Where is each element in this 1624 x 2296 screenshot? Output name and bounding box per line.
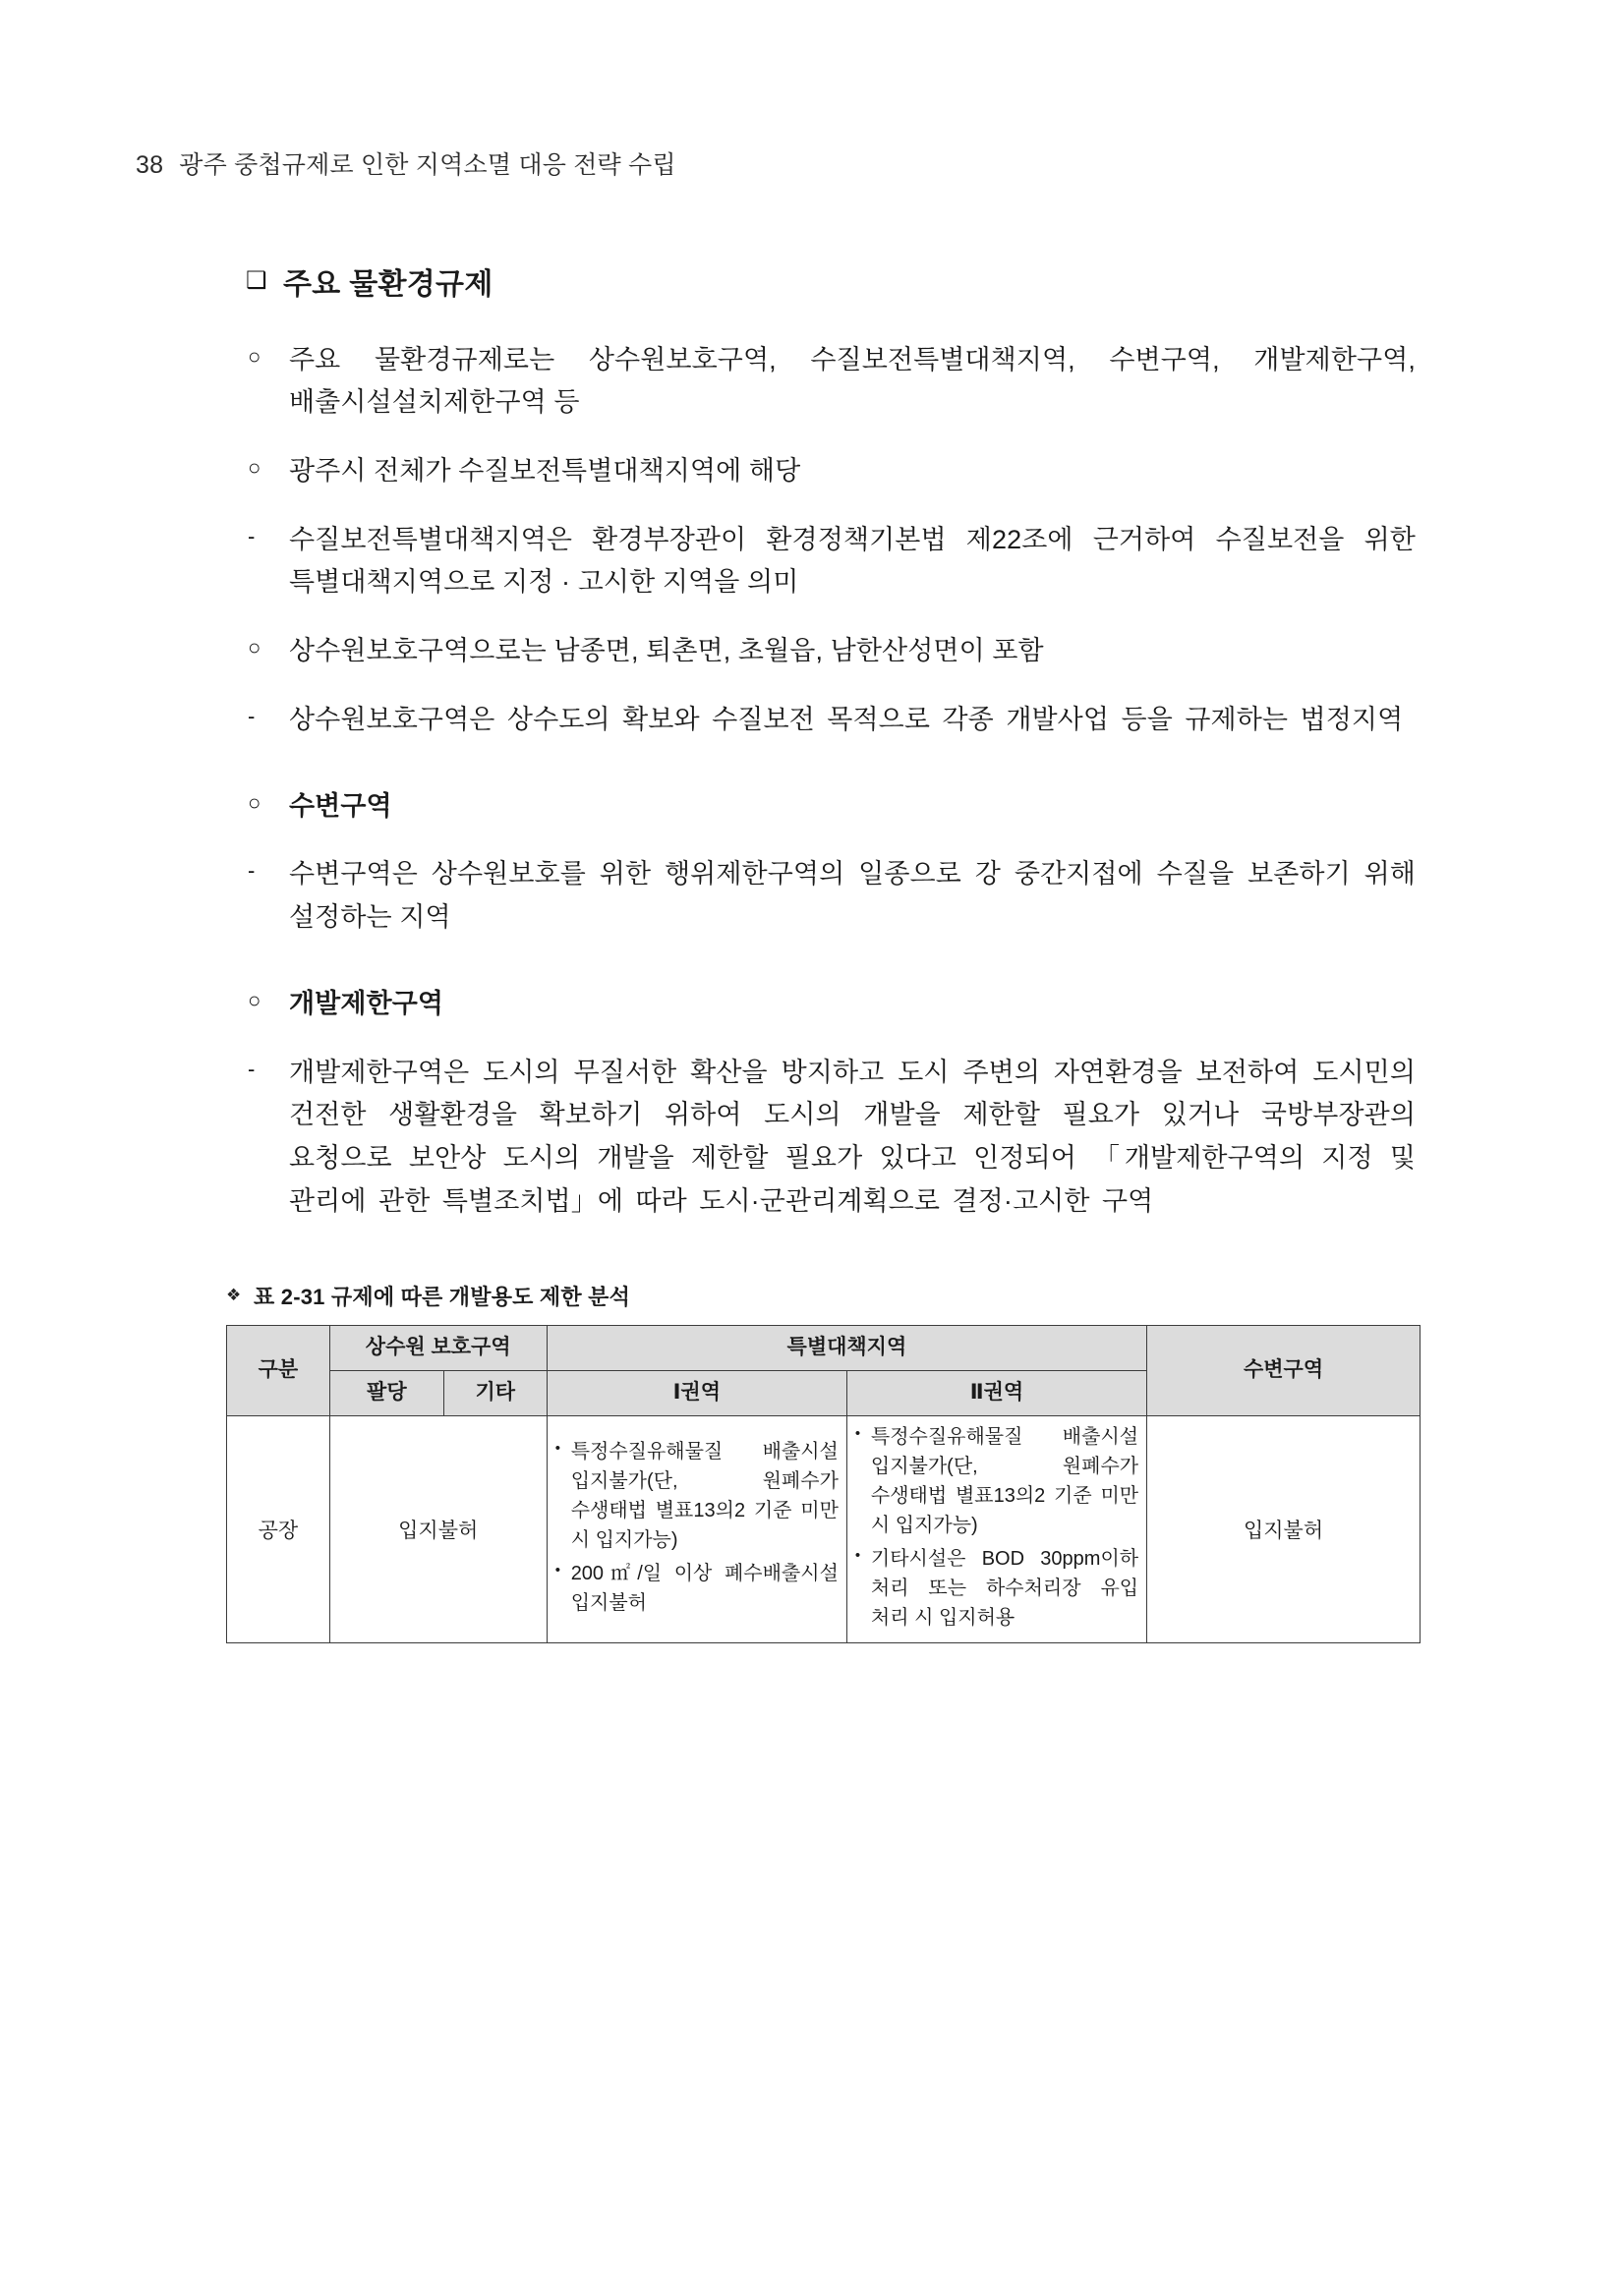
cell-list-item-text: 기타시설은 BOD 30ppm이하 처리 또는 하수처리장 유입 처리 시 입지허용	[870, 1547, 1139, 1629]
cell-list-item	[555, 1437, 839, 1555]
dash-bullet-icon: -	[248, 703, 256, 728]
list-item-text: 수질보전특별대책지역은 환경부장관이 환경정책기본법 제22조에 근거하여 수질보전을 위한 특별대책지역으로 지정 · 고시한 지역을 의미	[289, 524, 1416, 598]
development-restriction-table	[226, 1325, 1421, 1643]
cell-list-item	[555, 1559, 839, 1618]
list-item	[246, 785, 1416, 829]
page-number: 38	[136, 151, 164, 179]
circle-bullet-icon: ○	[248, 454, 261, 480]
table-caption	[226, 1281, 1416, 1311]
dot-bullet-icon: •	[854, 1424, 861, 1442]
cell-area1	[547, 1415, 846, 1642]
dot-bullet-icon: •	[554, 1439, 560, 1457]
circle-bullet-icon: ○	[248, 987, 261, 1012]
list-item	[246, 450, 1416, 493]
square-bullet-icon: ❑	[246, 267, 267, 294]
circle-bullet-icon: ○	[248, 343, 261, 369]
circle-bullet-icon: ○	[248, 635, 261, 660]
cell-list-item-text: 200㎡/일 이상 폐수배출시설 입지불허	[570, 1562, 839, 1614]
list-item-text: 개발제한구역은 도시의 무질서한 확산을 방지하고 도시 주변의 자연환경을 보전하여 도시민의 건전한 생활환경을 확보하기 위하여 도시의 개발을 제한할 필요가 있거나 국방부장관의 요청으로 보안상 도시의 개발을 제한할 필요가 있다고 인정되어 「개발제한구역의 지정 및 관리에 관한 특별조치법」에 따라 도시·군관리계획으로 결정·고시한 구역	[289, 1057, 1416, 1216]
list-item	[246, 519, 1416, 604]
list-item	[246, 1052, 1416, 1224]
running-title: 광주 중첩규제로 인한 지역소멸 대응 전략 수립	[179, 151, 676, 179]
cell-list-item	[855, 1422, 1138, 1540]
table-row	[227, 1415, 1421, 1642]
list-item	[246, 699, 1416, 742]
col-header-special-area: 특별대책지역	[547, 1325, 1146, 1370]
table-container	[226, 1325, 1421, 1643]
page-content	[226, 265, 1416, 1643]
col-header-water-source: 상수원 보호구역	[329, 1325, 547, 1370]
list-item-text: 수변구역은 상수원보호를 위한 행위제한구역의 일종으로 강 중간지접에 수질을 보존하기 위해 설정하는 지역	[289, 859, 1416, 933]
list-item-text: 개발제한구역	[289, 988, 444, 1018]
cell-riverside: 입지불허	[1147, 1415, 1421, 1642]
cell-list-item-text: 특정수질유해물질 배출시설 입지불가(단, 원폐수가 수생태법 별표13의2 기준 미만 시 입지가능)	[570, 1440, 839, 1551]
table-header-row	[227, 1325, 1421, 1370]
cell-area2-list	[855, 1422, 1138, 1633]
dot-bullet-icon: •	[554, 1561, 560, 1578]
dash-bullet-icon: -	[248, 1056, 256, 1081]
running-header	[136, 145, 676, 181]
cell-gubun: 공장	[227, 1415, 330, 1642]
list-item	[246, 630, 1416, 673]
dash-bullet-icon: -	[248, 858, 256, 884]
cell-area2	[846, 1415, 1146, 1642]
col-header-area1: Ⅰ권역	[547, 1370, 846, 1415]
section-heading	[246, 265, 1416, 306]
table-caption-text: 표 2-31 규제에 따른 개발용도 제한 분석	[254, 1284, 631, 1309]
list-item-text: 주요 물환경규제로는 상수원보호구역, 수질보전특별대책지역, 수변구역, 개발제한구역, 배출시설설치제한구역 등	[289, 344, 1416, 418]
list-item-text: 수변구역	[289, 790, 392, 821]
col-header-area2: Ⅱ권역	[846, 1370, 1146, 1415]
col-header-gubun: 구분	[227, 1325, 330, 1415]
cell-list-item-text: 특정수질유해물질 배출시설 입지불가(단, 원폐수가 수생태법 별표13의2 기준 미만 시 입지가능)	[870, 1425, 1139, 1536]
col-header-paldang: 팔당	[329, 1370, 443, 1415]
dash-bullet-icon: -	[248, 523, 256, 548]
diamond-bullet-icon: ❖	[226, 1286, 242, 1305]
cell-water-source: 입지불허	[329, 1415, 547, 1642]
list-item-text: 상수원보호구역은 상수도의 확보와 수질보전 목적으로 각종 개발사업 등을 규제하는 법정지역	[289, 704, 1404, 734]
list-item	[246, 339, 1416, 425]
list-item-text: 광주시 전체가 수질보전특별대책지역에 해당	[289, 455, 801, 486]
dot-bullet-icon: •	[854, 1546, 861, 1564]
circle-bullet-icon: ○	[248, 789, 261, 815]
cell-area1-list	[555, 1437, 839, 1618]
list-item	[246, 983, 1416, 1026]
list-item	[246, 853, 1416, 939]
section-heading-text: 주요 물환경규제	[283, 268, 493, 301]
col-header-riverside: 수변구역	[1147, 1325, 1421, 1415]
list-item-text: 상수원보호구역으로는 남종면, 퇴촌면, 초월읍, 남한산성면이 포함	[289, 636, 1044, 666]
cell-list-item	[855, 1544, 1138, 1633]
col-header-etc: 기타	[443, 1370, 547, 1415]
